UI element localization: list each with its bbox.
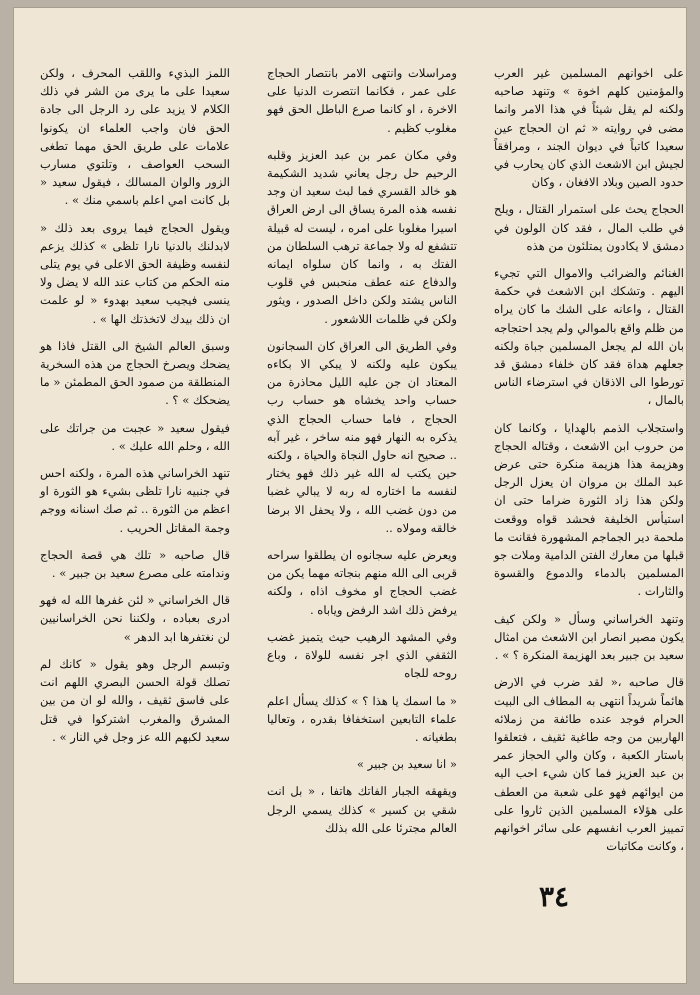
paragraph: ويعرض عليه سجانوه ان يطلقوا سراحه قربى الى الله منهم بنجاته مهما يكن من غضب الحجاج او مخوف اذاه ، ولكنه يرفض ذلك اشد الرفض وياباه . xyxy=(267,548,457,617)
paragraph: ويقهقه الجبار الفاتك هاتفا ، « بل انت شقي بن كسير » كذلك يسمي الرجل العالم مجترئا على الله بذلك xyxy=(267,784,457,835)
paragraph: قال صاحبه ،« لقد ضرب في الارض هائماً شريداً انتهى به المطاف الى البيت الحرام فوجد عنده طائفة من زملائه الهاربين من وجه طاغية ثقيف ، فتعلقوا باستار الكعبة ، وكان والي الحجاز عمر بن عبد العزيز فما كان شيء احب اليه من ايوائهم فهو على شعبة من العطف على هؤلاء المسلمين الذين ثاروا على تمييز العرب انفسهم على سائر اخوانهم ، وكانت مكاتبات xyxy=(494,675,684,854)
text-column-right xyxy=(494,64,684,864)
paragraph: على اخوانهم المسلمين غير العرب والمؤمنين كلهم اخوة » وتنهد صاحبه ولكنه لم يقل شيئاً في هذا الامر وانما مضى في روايته « ثم ان الحجاج عين سعيدا كاتباً في ديوان الجند ، ومرافقاً لجيش ابن الاشعث الذي كان يحارب في حدود الصين وبلاد الافغان ، وكان xyxy=(494,66,684,190)
page-number: ٣٤ xyxy=(538,880,570,913)
text-column-left xyxy=(40,64,230,755)
paragraph: « انا سعيد بن جبير » xyxy=(356,757,457,772)
text-column-middle xyxy=(267,64,457,846)
paragraph: وفي المشهد الرهيب حيث يتميز غضب الثقفي الذي اجر نفسه للولاة ، وباع روحه للجاه xyxy=(267,629,457,681)
document-page xyxy=(14,8,686,983)
paragraph: وسبق العالم الشيخ الى القتل فاذا هو يضحك ويصرخ الحجاج من هذه السخرية المنطلقة من صمود الحق المطمئن « ما يضحكك » ؟ . xyxy=(40,338,230,408)
paragraph: ومراسلات وانتهى الامر بانتصار الحجاج على عمر ، فكانما انتصرت الدنيا على الاخرة ، او كانما صرع الباطل الحق فهو مغلوب كظيم . xyxy=(267,66,457,135)
paragraph: قال الخراساني « لئن غفرها الله له فهو ادرى بعباده ، ولكننا نحن الخراسانيين لن نغتفرها ابد الدهر » xyxy=(40,593,230,644)
paragraph: وتنهد الخراساني وسأل « ولكن كيف يكون مصير انصار ابن الاشعث من امثال سعيد بن جبير بعد الهزيمة المنكرة ؟ » . xyxy=(494,611,684,663)
paragraph: تنهد الخراساني هذه المرة ، ولكنه احس في جنبيه نارا تلظى بشيء هو الثورة او اعظم من الثورة .. ثم صك اسنانه ووجم وجمة المقاتل الحريب . xyxy=(40,466,230,535)
paragraph: ويقول الحجاج فيما يروى بعد ذلك « لابدلنك بالدنيا نارا تلظى » كذلك يزعم لنفسه وظيفة الحق الاعلى في يوم يتلى منه الحكم من كتاب عند الله لا يضل ولا ينسى فيجيب سعيد بهدوء « لو علمت ان ذلك بيدك لاتخذتك الها » . xyxy=(40,220,230,326)
paragraph: فيقول سعيد « عجبت من جراتك على الله ، وحلم الله عليك » . xyxy=(40,420,230,453)
paragraph: وفي مكان عمر بن عبد العزيز وقلبه الرحيم حل رجل يعاني شديد الشكيمة هو خالد القسري فما لبث سعيد ان وجد نفسه هذه المرة يساق الى ارض العراق اسيرا مغلوبا على امره ، ليست له قبيلة تتشفع له ولا جماعة ترهب السلطان من الفتك به ، وانما كان سلواه ايمانه والدفاع عنه عطف منحبس في قلوب الناس يشتد ولكن داخل الصدور ، ويثور ولكن في ظلمات اللاشعور . xyxy=(267,147,457,326)
paragraph: قال صاحبه « تلك هي قصة الحجاج وندامته على مصرع سعيد بن جبير » . xyxy=(40,547,230,581)
paragraph: وتبسم الرجل وهو يقول « كانك لم تصلك قولة الحسن البصري اللهم انت على فاسق ثقيف ، والله لو ان من بين المشرق والمغرب اشتركوا في قتل سعيد لكبهم الله عز وجل في النار » . xyxy=(40,656,230,744)
paragraph: وفي الطريق الى العراق كان السجانون يبكون عليه ولكنه لا يبكي الا بكاءه المعتاد ان جن عليه الليل محاذرة من حساب واحد يخشاه هو حساب رب الحجاج ، فاما حساب الحجاج الذي يذكره به النهار فهو منه ساخر ، غير آبه .. صحيح انه حاول النجاة والحياة ، ولكنه حين يكتب له الله غير ذلك فهو يختار لنفسه ما اختاره له ربه لا يبالي غضبا من دون غضب الله ، ولا يحفل الا برضا خالقه ومولاه .. xyxy=(267,338,457,535)
paragraph: « ما اسمك يا هذا ؟ » كذلك يسأل اعلم علماء التابعين استخفافا بقدره ، وتعاليا بطغيانه . xyxy=(267,693,457,744)
paragraph: واستجلاب الذمم بالهدايا ، وكانما كان من حروب ابن الاشعث ، وقتاله الحجاج وهزيمة هذا هزيمة منكرة حتى عرض عبد الملك بن مروان ان يعزل الرجل ولكن هذا زاد الثورة ضراما حتى ان استيأس الخليفة فحشد قواه ووقعت ملحمة دير الجماجم المشهورة فقانت ما قبلها من معارك الفتن الدامية وملات جو المسلمين بالدماء والدموع والقسوة والثارات . xyxy=(494,420,684,599)
paragraph: الغنائم والضرائب والاموال التي تجيء اليهم . وتشكك ابن الاشعث في حكمة القتال ، واعانه على الشك ما كان يراه من ظلم واقع بالموالي ولم يجد احتجاجه بان الله لم يجعل المسلمين جباة ولكنه جعلهم هداة فقد كان خلفاء دمشق قد تورطوا الى الاذقان في استرضاء الناس بالمال ، xyxy=(494,266,684,408)
paragraph: الحجاج يحث على استمرار القتال ، ويلح في طلب المال ، فقد كان الولون في دمشق لا يكادون يمتلئون من هذه xyxy=(494,202,684,253)
paragraph: اللمز البذيء واللقب المحرف ، ولكن سعيدا على ما يرى من الشر في ذلك الكلام لا يزيد على رد الرجل الى جادة الحق فان واجب العلماء ان يكونوا علامات على طريق الحق مهما تطغى السحب العواصف ، وتلتوي مسارب الزور والوان المسالك ، فيقول سعيد « بل كانت امي اعلم باسمي منك » . xyxy=(40,66,230,208)
